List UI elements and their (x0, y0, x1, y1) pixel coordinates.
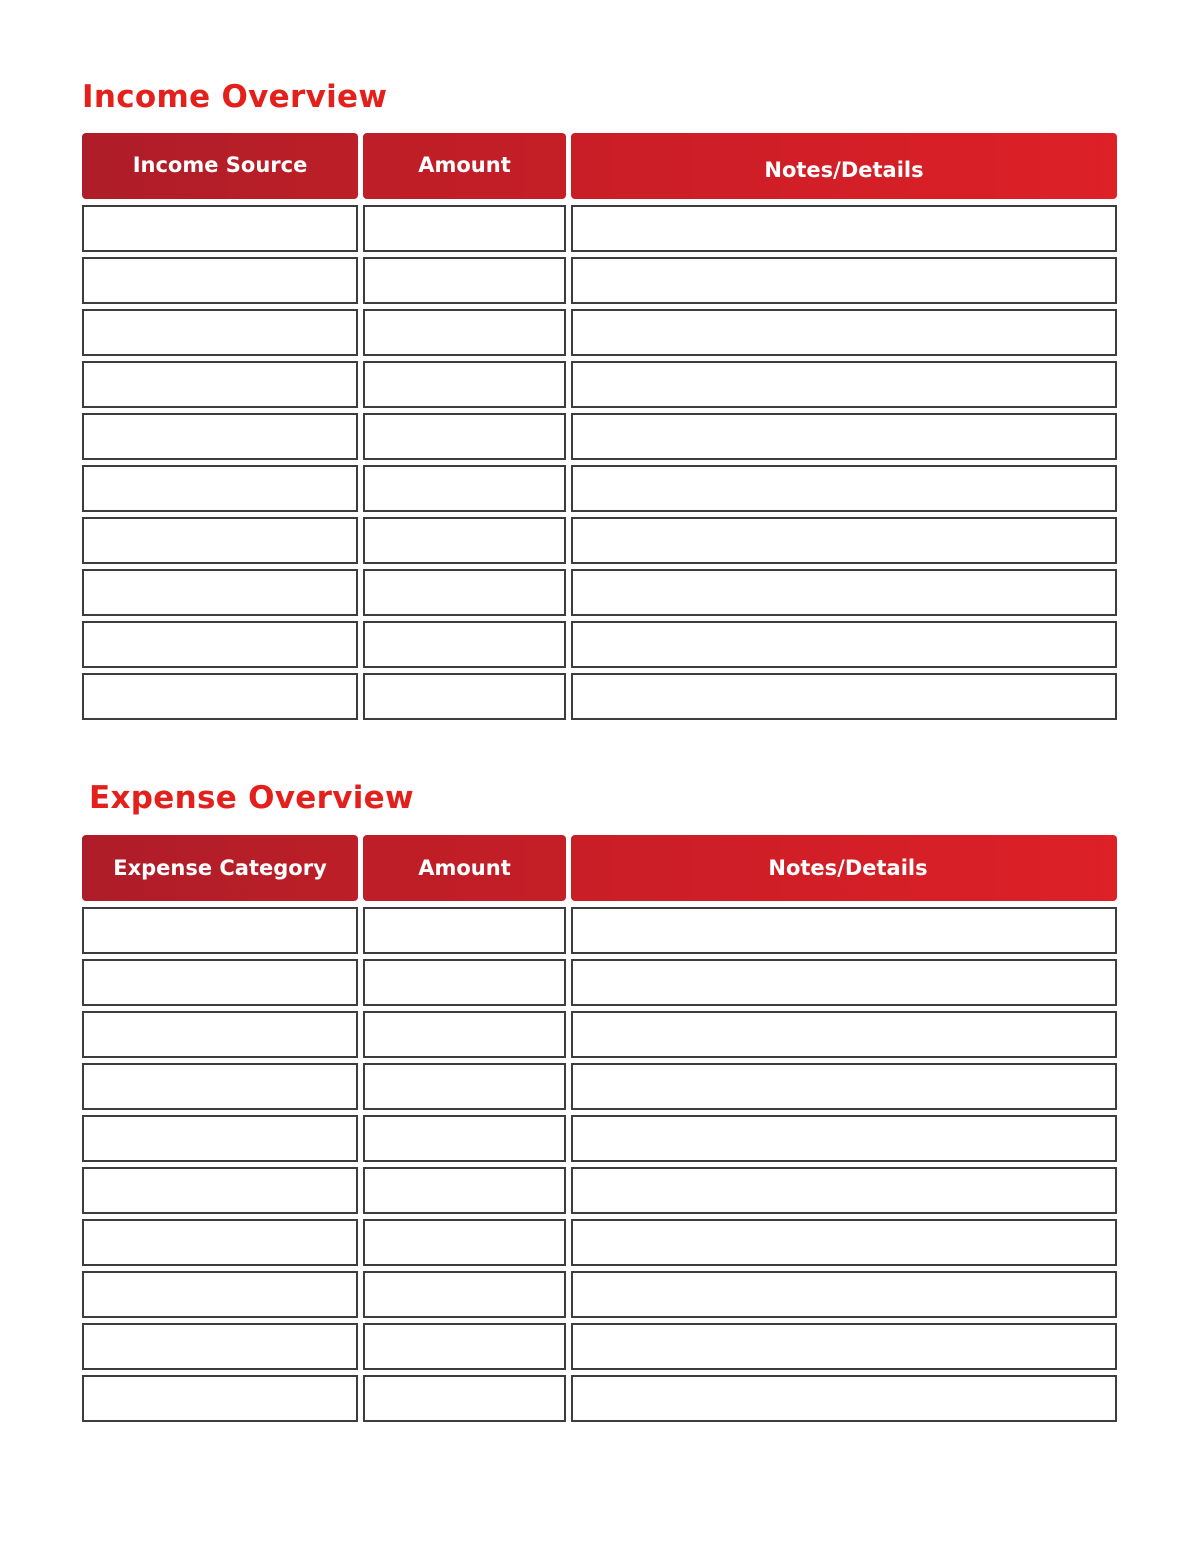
income-notes-cell[interactable] (571, 569, 1117, 616)
income-source-cell[interactable] (82, 361, 358, 408)
income-amount-cell[interactable] (363, 361, 566, 408)
income-notes-cell[interactable] (571, 309, 1117, 356)
expense-notes-cell[interactable] (571, 1271, 1117, 1318)
expense-category-cell[interactable] (82, 1375, 358, 1422)
income-source-cell[interactable] (82, 257, 358, 304)
income-notes-cell[interactable] (571, 257, 1117, 304)
income-notes-cell[interactable] (571, 413, 1117, 460)
expense-notes-cell[interactable] (571, 1219, 1117, 1266)
income-amount-cell[interactable] (363, 621, 566, 668)
expense-overview-title: Expense Overview (89, 780, 414, 816)
income-notes-cell[interactable] (571, 673, 1117, 720)
income-amount-cell[interactable] (363, 517, 566, 564)
expense-amount-cell[interactable] (363, 1063, 566, 1110)
income-notes-cell[interactable] (571, 517, 1117, 564)
income-amount-cell[interactable] (363, 205, 566, 252)
expense-category-cell[interactable] (82, 1011, 358, 1058)
expense-amount-cell[interactable] (363, 1323, 566, 1370)
expense-notes-cell[interactable] (571, 959, 1117, 1006)
expense-category-cell[interactable] (82, 959, 358, 1006)
expense-category-cell[interactable] (82, 1271, 358, 1318)
expense-amount-cell[interactable] (363, 959, 566, 1006)
expense-notes-cell[interactable] (571, 1063, 1117, 1110)
income-source-cell[interactable] (82, 569, 358, 616)
expense-amount-cell[interactable] (363, 1219, 566, 1266)
expense-notes-header: Notes/Details (571, 835, 1117, 901)
income-notes-cell[interactable] (571, 361, 1117, 408)
expense-notes-cell[interactable] (571, 1375, 1117, 1422)
income-source-cell[interactable] (82, 413, 358, 460)
expense-category-cell[interactable] (82, 1115, 358, 1162)
income-source-cell[interactable] (82, 517, 358, 564)
expense-category-cell[interactable] (82, 1167, 358, 1214)
income-amount-cell[interactable] (363, 673, 566, 720)
expense-amount-cell[interactable] (363, 1011, 566, 1058)
income-notes-cell[interactable] (571, 205, 1117, 252)
expense-notes-cell[interactable] (571, 1115, 1117, 1162)
income-table (82, 133, 1117, 721)
expense-notes-cell[interactable] (571, 907, 1117, 954)
expense-amount-cell[interactable] (363, 907, 566, 954)
income-amount-cell[interactable] (363, 569, 566, 616)
income-amount-cell[interactable] (363, 413, 566, 460)
expense-category-cell[interactable] (82, 1063, 358, 1110)
expense-notes-cell[interactable] (571, 1167, 1117, 1214)
income-source-cell[interactable] (82, 205, 358, 252)
income-source-header: Income Source (82, 133, 358, 199)
income-source-cell[interactable] (82, 309, 358, 356)
expense-category-cell[interactable] (82, 1219, 358, 1266)
expense-amount-header: Amount (363, 835, 566, 901)
income-notes-cell[interactable] (571, 621, 1117, 668)
expense-category-header: Expense Category (82, 835, 358, 901)
expense-amount-cell[interactable] (363, 1375, 566, 1422)
expense-category-cell[interactable] (82, 907, 358, 954)
income-amount-header: Amount (363, 133, 566, 199)
income-source-cell[interactable] (82, 465, 358, 512)
income-source-cell[interactable] (82, 673, 358, 720)
income-amount-cell[interactable] (363, 309, 566, 356)
income-amount-cell[interactable] (363, 257, 566, 304)
expense-table (82, 835, 1117, 1423)
expense-category-cell[interactable] (82, 1323, 358, 1370)
income-notes-header: Notes/Details (571, 133, 1117, 199)
expense-notes-cell[interactable] (571, 1323, 1117, 1370)
expense-amount-cell[interactable] (363, 1115, 566, 1162)
expense-amount-cell[interactable] (363, 1167, 566, 1214)
income-amount-cell[interactable] (363, 465, 566, 512)
expense-notes-cell[interactable] (571, 1011, 1117, 1058)
expense-amount-cell[interactable] (363, 1271, 566, 1318)
income-source-cell[interactable] (82, 621, 358, 668)
income-notes-cell[interactable] (571, 465, 1117, 512)
income-overview-title: Income Overview (82, 79, 388, 115)
